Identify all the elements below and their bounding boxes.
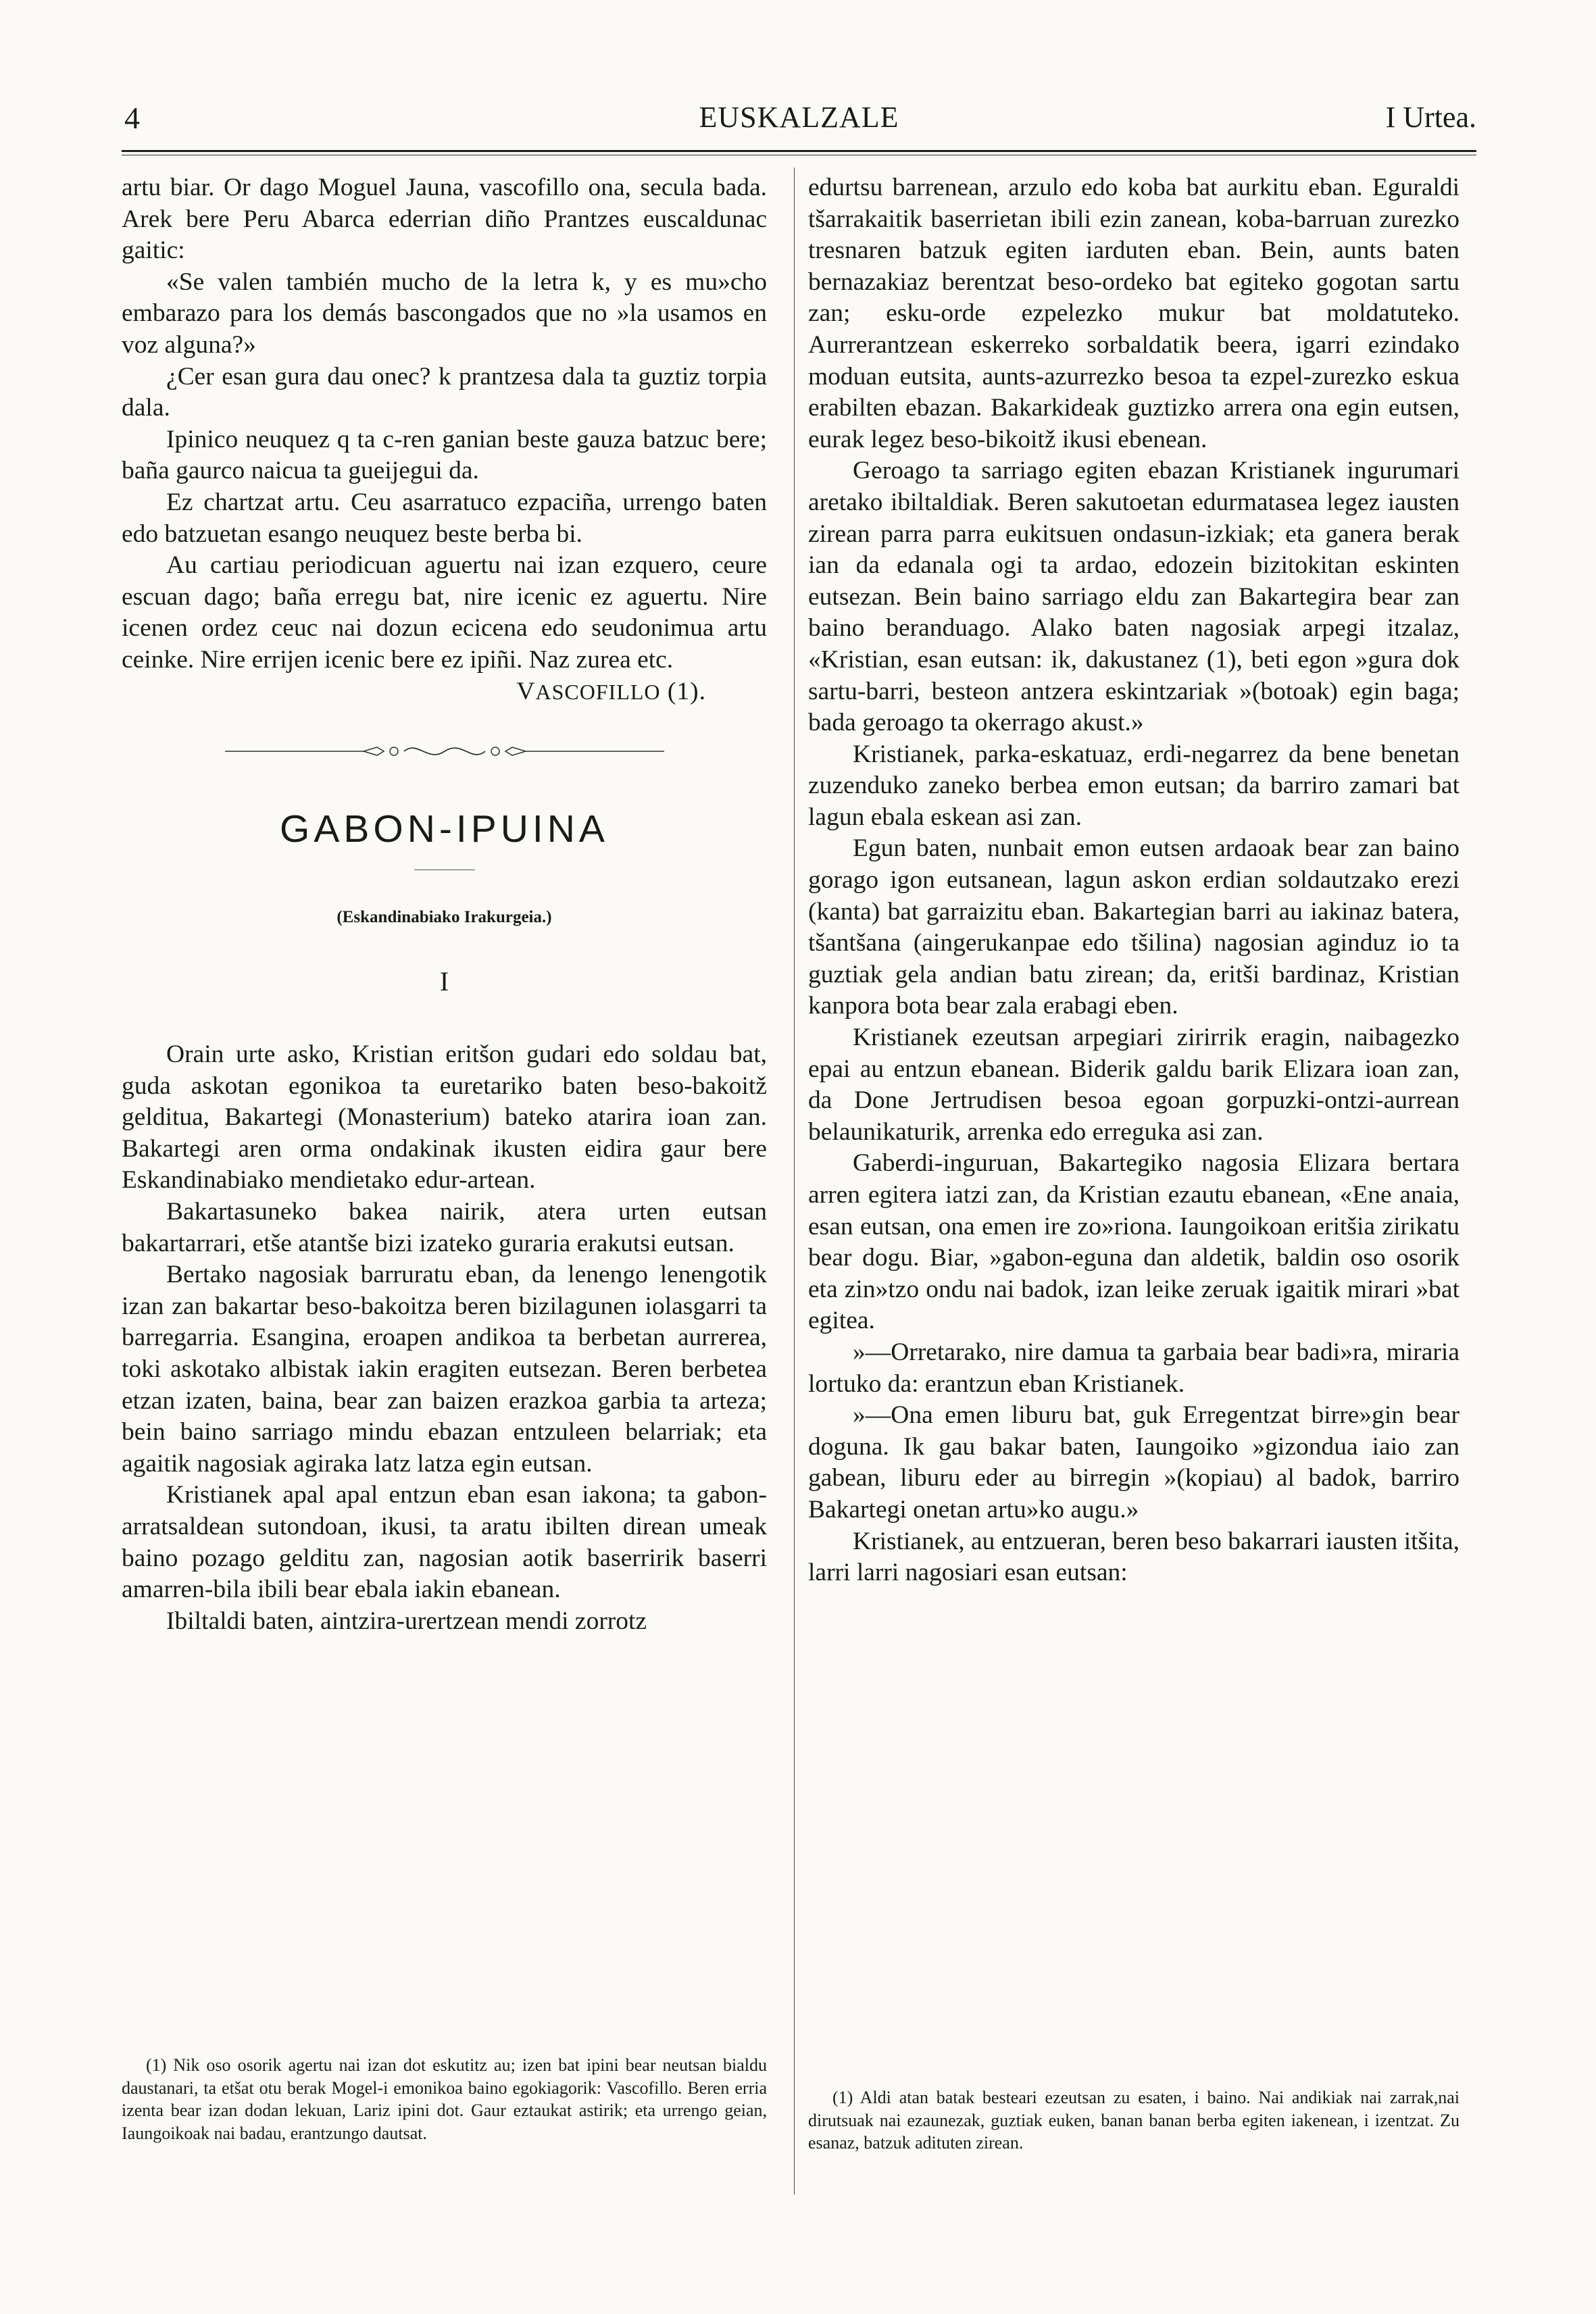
paragraph: Ipinico neuquez q ta c-ren ganian beste gauza batzuc bere; baña gaurco naicua ta gueijegui da. (122, 425, 767, 485)
left-column (122, 172, 767, 1637)
ornament-flourish-icon (225, 741, 664, 761)
paragraph: »—Orretarako, nire damua ta garbaia bear badi»ra, miraria lortuko da: erantzun eban Kristianek. (808, 1338, 1460, 1398)
paragraph: Au cartiau periodicuan aguertu nai izan ezquero, ceure escuan dago; baña erregu bat, nire icenic ez aguertu. Nire icenen ordez ceuc nai dozun ecicena edo seudonimua artu ceinke. Nire errijen icenic bere ez ipiñi. Naz zurea etc. (122, 551, 767, 674)
paragraph: Kristianek, parka-eskatuaz, erdi-negarrez da bene benetan zuzenduko zaneko berbea emon eutsan; da barriro zamari bat lagun ebala eskean asi zan. (808, 740, 1460, 831)
story-title: GABON-IPUINA (280, 807, 609, 851)
paragraph: Gaberdi-inguruan, Bakartegiko nagosia Elizara bertara arren egitera iatzi zan, da Kristian ezautu ebanean, «Ene anaia, esan eutsan, ona emen ire zo»riona. Iaungoikoan eritšia zirikatu bear dogu. Biar, »gabon-eguna dan aldetik, baldin oso osorik eta zin»tzo ondu nai badok, izan leike zeruak igaitik mirari »bat egitea. (808, 1149, 1460, 1335)
running-header (122, 100, 1476, 147)
footnote-left (122, 2054, 767, 2144)
paragraph: ¿Cer esan gura dau onec? k prantzesa dala ta guztiz torpia dala. (122, 362, 767, 422)
paragraph: Kristianek, au entzueran, beren beso bakarrari iausten itšita, larri larri nagosiari esan eutsan: (808, 1527, 1460, 1587)
paragraph: Ez chartzat artu. Ceu asarratuco ezpaciña, urrengo baten edo batzuetan esango neuquez beste berba bi. (122, 488, 767, 548)
right-column (808, 172, 1460, 1589)
journal-title: EUSKALZALE (699, 101, 899, 134)
paragraph: «Se valen también mucho de la letra k, y es mu»cho embarazo para los demás bascongados que no »la usamos en voz alguna?» (122, 268, 767, 359)
page-number: 4 (124, 101, 140, 135)
signature-initial: V (516, 677, 536, 705)
volume-year: I Urtea. (1385, 101, 1476, 134)
footnote-text: (1) Aldi atan batak besteari ezeutsan zu esaten, i baino. Nai andikiak nai zarrak,nai dirutsuak nai ezaunezak, guztiak euken, banan banan berba egiten iakenean, i izentzat. Zu esanaz, batzuk adituten zirean. (808, 2088, 1460, 2153)
signature-footnote-ref: (1). (667, 677, 706, 705)
decorative-ornament-icon (122, 741, 767, 761)
column-divider (794, 168, 795, 2194)
paragraph: artu biar. Or dago Moguel Jauna, vascofillo ona, secula bada. Arek bere Peru Abarca ederrian diño Prantzes euscaldunac gaitic: (122, 174, 767, 265)
paragraph: Bakartasuneko bakea nairik, atera urten eutsan bakartarrari, etše atantše bizi izateko guraria erakutsi eutsan. (122, 1198, 767, 1257)
chapter-number: I (439, 966, 449, 997)
signature-name: ASCOFILLO (535, 679, 661, 704)
paragraph: Ibiltaldi baten, aintzira-urertzean mendi zorrotz (166, 1607, 647, 1635)
letter-signature (122, 676, 767, 708)
footnote-right (808, 2086, 1460, 2155)
header-rule (122, 150, 1476, 152)
paragraph: Geroago ta sarriago egiten ebazan Kristianek ingurumari aretako ibiltaldiak. Beren sakutoetan edurmatasea legez iausten zirean parra parra eukitsuen ondasun-izkiak; eta ganera berak ian da edanala ogi ta ardao, edozein bizitokitan eskinten eutsezan. Bein baino sarriago eldu zan Bakartegira bear zan baino beranduago. Alako baten nagosiak arpegi itzalaz, «Kristian, esan eutsan: ik, dakustanez (1), beti egon »gura dok sartu-barri, besteon antzera eskintzariak »(botoak) egin baga; bada geroago ta okerrago akust.» (808, 457, 1460, 737)
paragraph: »—Ona emen liburu bat, guk Erregentzat birre»gin bear doguna. Ik gau bakar baten, Iaungoiko »gizondua iaio zan gabean, liburu eder au birregin »(kopiau) al badok, barriro Bakartegi onetan artu»ko augu.» (808, 1401, 1460, 1524)
paragraph: Kristianek ezeutsan arpegiari zirirrik eragin, naibagezko epai au entzun ebanean. Biderik galdu barik Elizara ioan zan, da Done Jertrudisen besoa egoan gorpuzki-ontzi-aurrean belaunikaturik, arrenka edo erreguka asi zan. (808, 1024, 1460, 1146)
footnote-text: (1) Nik oso osorik agertu nai izan dot eskutitz au; izen bat ipini bear neutsan bialdu daustanari, ta etšat otu berak Mogel-i emonikoa baino egokiagorik: Vascofillo. Beren erria izenta bear izan dodan lekuan, Lariz ipini dot. Gaur eztaukat astirik; eta urrengo geian, Iaungoikoak nai badau, erantzungo dautsat. (122, 2055, 767, 2143)
paragraph: Orain urte asko, Kristian eritšon gudari edo soldau bat, guda askotan egonikoa ta euretariko baten beso-bakoitž gelditua, Bakartegi (Monasterium) bateko atarira ioan zan. Bakartegi aren orma ondakinak ikusten eidira gaur bere Eskandinabiako mendietako edur-artean. (122, 1040, 767, 1194)
paragraph: edurtsu barrenean, arzulo edo koba bat aurkitu eban. Eguraldi tšarrakaitik baserrietan ibili ezin zanean, koba-barruan zurezko tresnaren batzuk egiten iarduten eban. Bein, aunts baten bernazakiaz berentzat beso-ordeko bat egiteko gogotan sartu zan; esku-orde ezpelezko mukur bat moldatuteko. Aurrerantzean eskerreko sorbaldatik beera, igarri ezindako moduan eutsita, aunts-azurrezko besoa ta ezpel-zurezko eskua erabilten ebazan. Bakarkideak guztizko arrera ona egin eutsen, eurak legez beso-bikoitž ikusi ebenean. (808, 174, 1460, 453)
paragraph: Bertako nagosiak barruratu eban, da lenengo lenengotik izan zan bakartar beso-bakoitza beren bizilagunen iolasgarri ta barregarria. Esangina, eroapen andikoa ta berbetan aurrerea, toki askotako albistak iakin eragiten eutsezan. Beren berbetea etzan izaten, baina, bear zan baizen erazkoa garbia ta arteza; bein baino sarriago mindu ebazan entzuleen belarriak; eta agaitik nagosiak agiraka latz latza egin eutsan. (122, 1261, 767, 1478)
story-subtitle: (Eskandinabiako Irakurgeia.) (336, 908, 552, 927)
paragraph: Egun baten, nunbait emon eutsen ardaoak bear zan baino gorago igon eutsanean, lagun askon erdian soldautzako erezi (kanta) bat garraizitu eban. Bakartegian barri au iakinaz batera, tšantšana (aingerukanpae edo tšilina) nagosian aginduz io ta guztiak gela andian batu zirean; da, eritši bardinaz, Kristian kanpora bota bear zala erabagi eben. (808, 834, 1460, 1020)
paragraph: Kristianek apal apal entzun eban esan iakona; ta gabon-arratsaldean sutondoan, ikusi, ta aratu ibilten direan umeak baino pozago gelditu zan, nagosian aotik baserririk baserri amarren-bila ibili bear ebala iakin ebanean. (122, 1481, 767, 1604)
